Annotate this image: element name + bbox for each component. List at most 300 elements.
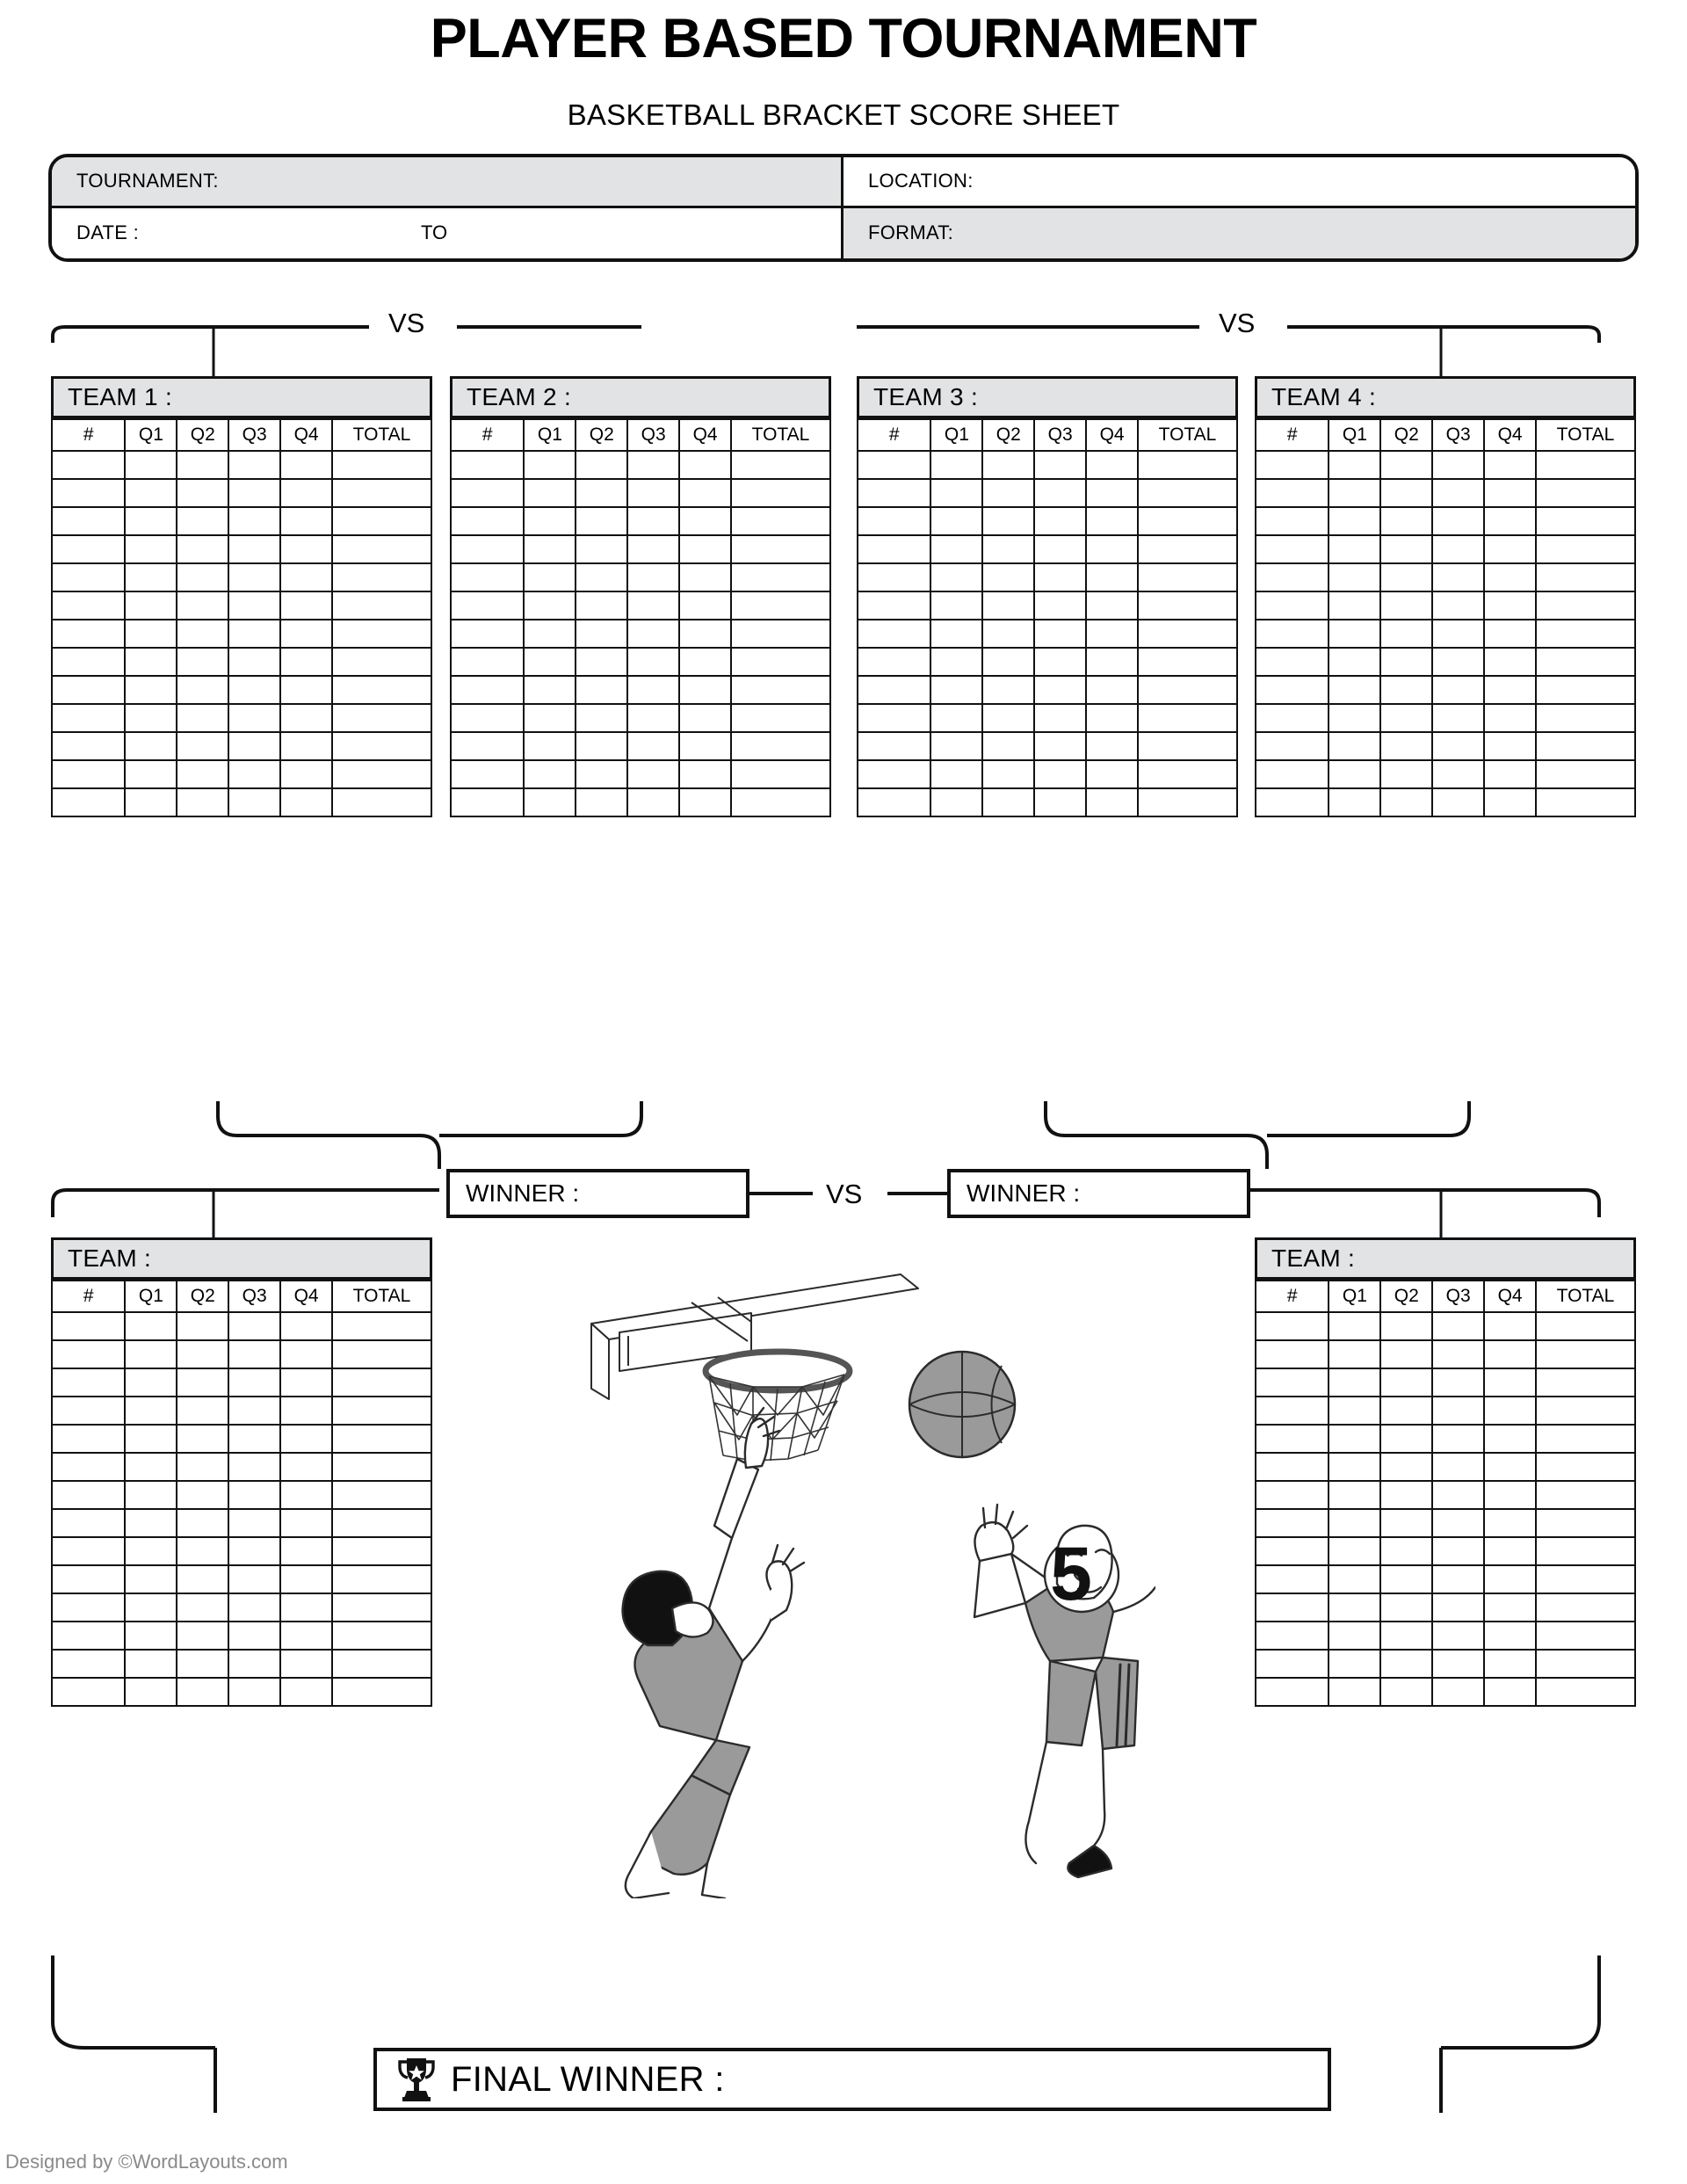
final-winner-field[interactable] xyxy=(373,2048,1331,2111)
score-cell[interactable] xyxy=(1380,788,1432,816)
score-cell[interactable] xyxy=(731,535,830,563)
score-cell[interactable] xyxy=(1484,676,1536,704)
score-cell[interactable] xyxy=(1086,620,1138,648)
score-cell[interactable] xyxy=(1536,563,1635,591)
score-cell[interactable] xyxy=(125,788,177,816)
score-cell[interactable] xyxy=(228,1678,280,1706)
score-cell[interactable] xyxy=(1138,563,1237,591)
score-cell[interactable] xyxy=(1256,591,1329,620)
score-cell[interactable] xyxy=(1034,563,1086,591)
score-cell[interactable] xyxy=(576,760,627,788)
score-cell[interactable] xyxy=(679,760,731,788)
score-cell[interactable] xyxy=(1432,479,1484,507)
score-cell[interactable] xyxy=(982,648,1034,676)
score-cell[interactable] xyxy=(524,451,576,479)
score-cell[interactable] xyxy=(52,1509,125,1537)
score-cell[interactable] xyxy=(1380,451,1432,479)
score-cell[interactable] xyxy=(280,1481,332,1509)
score-cell[interactable] xyxy=(731,648,830,676)
score-cell[interactable] xyxy=(1329,1650,1380,1678)
score-cell[interactable] xyxy=(125,648,177,676)
score-cell[interactable] xyxy=(1536,1622,1635,1650)
score-cell[interactable] xyxy=(1329,535,1380,563)
score-cell[interactable] xyxy=(1432,1481,1484,1509)
score-cell[interactable] xyxy=(177,591,228,620)
score-cell[interactable] xyxy=(731,591,830,620)
score-cell[interactable] xyxy=(1380,1481,1432,1509)
score-cell[interactable] xyxy=(930,732,982,760)
score-cell[interactable] xyxy=(1256,1650,1329,1678)
score-cell[interactable] xyxy=(1086,535,1138,563)
score-cell[interactable] xyxy=(280,1509,332,1537)
score-cell[interactable] xyxy=(1034,507,1086,535)
score-cell[interactable] xyxy=(1536,1537,1635,1565)
score-cell[interactable] xyxy=(52,732,125,760)
score-cell[interactable] xyxy=(177,1622,228,1650)
score-cell[interactable] xyxy=(451,732,524,760)
score-cell[interactable] xyxy=(332,1340,431,1368)
score-cell[interactable] xyxy=(177,1509,228,1537)
score-cell[interactable] xyxy=(524,676,576,704)
score-cell[interactable] xyxy=(679,591,731,620)
score-cell[interactable] xyxy=(1536,1593,1635,1622)
score-cell[interactable] xyxy=(1536,451,1635,479)
score-cell[interactable] xyxy=(576,563,627,591)
score-cell[interactable] xyxy=(627,563,679,591)
score-cell[interactable] xyxy=(280,507,332,535)
score-cell[interactable] xyxy=(1380,479,1432,507)
score-cell[interactable] xyxy=(52,591,125,620)
score-cell[interactable] xyxy=(930,760,982,788)
score-cell[interactable] xyxy=(332,788,431,816)
score-cell[interactable] xyxy=(627,591,679,620)
score-cell[interactable] xyxy=(228,1453,280,1481)
score-cell[interactable] xyxy=(52,704,125,732)
score-cell[interactable] xyxy=(679,704,731,732)
score-cell[interactable] xyxy=(576,732,627,760)
score-cell[interactable] xyxy=(280,1397,332,1425)
score-cell[interactable] xyxy=(1256,1340,1329,1368)
score-cell[interactable] xyxy=(1086,507,1138,535)
score-cell[interactable] xyxy=(1380,1453,1432,1481)
score-cell[interactable] xyxy=(1380,676,1432,704)
score-cell[interactable] xyxy=(1034,479,1086,507)
score-cell[interactable] xyxy=(576,676,627,704)
score-cell[interactable] xyxy=(1432,1650,1484,1678)
score-cell[interactable] xyxy=(982,591,1034,620)
score-cell[interactable] xyxy=(228,479,280,507)
score-cell[interactable] xyxy=(1034,535,1086,563)
score-cell[interactable] xyxy=(679,620,731,648)
score-cell[interactable] xyxy=(52,1453,125,1481)
score-cell[interactable] xyxy=(1432,507,1484,535)
score-cell[interactable] xyxy=(228,507,280,535)
score-cell[interactable] xyxy=(1484,732,1536,760)
score-cell[interactable] xyxy=(731,732,830,760)
score-cell[interactable] xyxy=(228,1509,280,1537)
score-cell[interactable] xyxy=(1484,1537,1536,1565)
score-cell[interactable] xyxy=(125,1565,177,1593)
score-cell[interactable] xyxy=(177,1593,228,1622)
score-cell[interactable] xyxy=(1256,1678,1329,1706)
score-cell[interactable] xyxy=(1256,1397,1329,1425)
score-cell[interactable] xyxy=(177,1678,228,1706)
score-cell[interactable] xyxy=(731,788,830,816)
score-cell[interactable] xyxy=(280,1368,332,1397)
score-cell[interactable] xyxy=(982,676,1034,704)
score-cell[interactable] xyxy=(982,732,1034,760)
score-cell[interactable] xyxy=(451,704,524,732)
score-cell[interactable] xyxy=(1432,704,1484,732)
score-cell[interactable] xyxy=(858,591,930,620)
score-cell[interactable] xyxy=(1432,451,1484,479)
score-cell[interactable] xyxy=(1329,620,1380,648)
score-cell[interactable] xyxy=(1432,1565,1484,1593)
score-cell[interactable] xyxy=(679,732,731,760)
score-cell[interactable] xyxy=(1329,704,1380,732)
score-cell[interactable] xyxy=(52,1481,125,1509)
score-cell[interactable] xyxy=(1256,788,1329,816)
score-cell[interactable] xyxy=(524,507,576,535)
score-cell[interactable] xyxy=(1484,1453,1536,1481)
score-cell[interactable] xyxy=(858,732,930,760)
score-cell[interactable] xyxy=(332,760,431,788)
score-cell[interactable] xyxy=(125,507,177,535)
score-cell[interactable] xyxy=(627,704,679,732)
score-cell[interactable] xyxy=(1256,1312,1329,1340)
final-left-team-name-field[interactable]: TEAM : xyxy=(51,1237,432,1280)
score-cell[interactable] xyxy=(177,535,228,563)
score-cell[interactable] xyxy=(1536,760,1635,788)
score-cell[interactable] xyxy=(576,591,627,620)
score-cell[interactable] xyxy=(1432,1678,1484,1706)
score-cell[interactable] xyxy=(52,1593,125,1622)
score-cell[interactable] xyxy=(524,479,576,507)
score-cell[interactable] xyxy=(332,1565,431,1593)
score-cell[interactable] xyxy=(125,1453,177,1481)
score-cell[interactable] xyxy=(1086,788,1138,816)
score-cell[interactable] xyxy=(627,620,679,648)
score-cell[interactable] xyxy=(52,760,125,788)
score-cell[interactable] xyxy=(1138,704,1237,732)
score-cell[interactable] xyxy=(1380,620,1432,648)
score-cell[interactable] xyxy=(930,704,982,732)
score-cell[interactable] xyxy=(332,1678,431,1706)
score-cell[interactable] xyxy=(1536,507,1635,535)
score-cell[interactable] xyxy=(125,591,177,620)
score-cell[interactable] xyxy=(1432,732,1484,760)
score-cell[interactable] xyxy=(125,760,177,788)
score-cell[interactable] xyxy=(1432,563,1484,591)
score-cell[interactable] xyxy=(177,732,228,760)
score-cell[interactable] xyxy=(1138,507,1237,535)
score-cell[interactable] xyxy=(280,563,332,591)
score-cell[interactable] xyxy=(228,1397,280,1425)
score-cell[interactable] xyxy=(125,1537,177,1565)
score-cell[interactable] xyxy=(1484,507,1536,535)
score-cell[interactable] xyxy=(125,704,177,732)
score-cell[interactable] xyxy=(125,535,177,563)
score-cell[interactable] xyxy=(1329,788,1380,816)
score-cell[interactable] xyxy=(679,788,731,816)
score-cell[interactable] xyxy=(1329,1312,1380,1340)
score-cell[interactable] xyxy=(982,563,1034,591)
score-cell[interactable] xyxy=(228,1622,280,1650)
score-cell[interactable] xyxy=(1034,760,1086,788)
score-cell[interactable] xyxy=(930,451,982,479)
score-cell[interactable] xyxy=(451,563,524,591)
score-cell[interactable] xyxy=(1086,732,1138,760)
score-cell[interactable] xyxy=(1256,1453,1329,1481)
score-cell[interactable] xyxy=(228,760,280,788)
score-cell[interactable] xyxy=(1484,620,1536,648)
score-cell[interactable] xyxy=(1432,788,1484,816)
score-cell[interactable] xyxy=(280,704,332,732)
score-cell[interactable] xyxy=(177,1481,228,1509)
score-cell[interactable] xyxy=(1329,1425,1380,1453)
score-cell[interactable] xyxy=(1034,620,1086,648)
score-cell[interactable] xyxy=(858,451,930,479)
score-cell[interactable] xyxy=(1256,1509,1329,1537)
score-cell[interactable] xyxy=(177,1453,228,1481)
score-cell[interactable] xyxy=(332,648,431,676)
score-cell[interactable] xyxy=(1536,1678,1635,1706)
score-cell[interactable] xyxy=(125,1481,177,1509)
score-cell[interactable] xyxy=(177,676,228,704)
score-cell[interactable] xyxy=(332,1593,431,1622)
score-cell[interactable] xyxy=(1484,788,1536,816)
score-cell[interactable] xyxy=(280,1453,332,1481)
score-cell[interactable] xyxy=(858,535,930,563)
score-cell[interactable] xyxy=(332,563,431,591)
score-cell[interactable] xyxy=(52,535,125,563)
score-cell[interactable] xyxy=(1484,1650,1536,1678)
score-cell[interactable] xyxy=(52,1312,125,1340)
score-cell[interactable] xyxy=(332,704,431,732)
score-cell[interactable] xyxy=(125,620,177,648)
score-cell[interactable] xyxy=(1329,1537,1380,1565)
score-cell[interactable] xyxy=(52,451,125,479)
score-cell[interactable] xyxy=(1256,732,1329,760)
score-cell[interactable] xyxy=(1432,620,1484,648)
score-cell[interactable] xyxy=(1432,1453,1484,1481)
score-cell[interactable] xyxy=(280,535,332,563)
score-cell[interactable] xyxy=(858,507,930,535)
score-cell[interactable] xyxy=(679,451,731,479)
score-cell[interactable] xyxy=(1432,648,1484,676)
score-cell[interactable] xyxy=(524,648,576,676)
score-cell[interactable] xyxy=(1329,676,1380,704)
score-cell[interactable] xyxy=(1380,1509,1432,1537)
score-cell[interactable] xyxy=(1086,648,1138,676)
score-cell[interactable] xyxy=(1086,704,1138,732)
score-cell[interactable] xyxy=(280,1340,332,1368)
score-cell[interactable] xyxy=(1484,1622,1536,1650)
score-cell[interactable] xyxy=(177,1368,228,1397)
score-cell[interactable] xyxy=(52,648,125,676)
score-cell[interactable] xyxy=(731,704,830,732)
score-cell[interactable] xyxy=(627,451,679,479)
score-cell[interactable] xyxy=(52,479,125,507)
score-cell[interactable] xyxy=(1536,1312,1635,1340)
score-cell[interactable] xyxy=(1484,704,1536,732)
score-cell[interactable] xyxy=(1256,563,1329,591)
score-cell[interactable] xyxy=(451,676,524,704)
score-cell[interactable] xyxy=(1329,1509,1380,1537)
score-cell[interactable] xyxy=(1380,1368,1432,1397)
score-cell[interactable] xyxy=(1329,1368,1380,1397)
score-cell[interactable] xyxy=(1329,1397,1380,1425)
score-cell[interactable] xyxy=(1432,676,1484,704)
score-cell[interactable] xyxy=(1380,1312,1432,1340)
score-cell[interactable] xyxy=(228,535,280,563)
score-cell[interactable] xyxy=(280,1312,332,1340)
score-cell[interactable] xyxy=(1256,535,1329,563)
score-cell[interactable] xyxy=(280,591,332,620)
score-cell[interactable] xyxy=(280,479,332,507)
score-cell[interactable] xyxy=(858,704,930,732)
tournament-field[interactable]: TOURNAMENT: xyxy=(52,157,844,208)
score-cell[interactable] xyxy=(982,451,1034,479)
score-cell[interactable] xyxy=(451,451,524,479)
score-cell[interactable] xyxy=(52,1397,125,1425)
score-cell[interactable] xyxy=(332,1537,431,1565)
score-cell[interactable] xyxy=(731,620,830,648)
score-cell[interactable] xyxy=(1484,479,1536,507)
score-cell[interactable] xyxy=(228,732,280,760)
score-cell[interactable] xyxy=(177,704,228,732)
team-3-name-field[interactable]: TEAM 3 : xyxy=(857,376,1238,418)
team-4-name-field[interactable]: TEAM 4 : xyxy=(1255,376,1636,418)
score-cell[interactable] xyxy=(1329,1565,1380,1593)
score-cell[interactable] xyxy=(930,563,982,591)
score-cell[interactable] xyxy=(679,563,731,591)
score-cell[interactable] xyxy=(858,479,930,507)
score-cell[interactable] xyxy=(332,507,431,535)
score-cell[interactable] xyxy=(1138,620,1237,648)
score-cell[interactable] xyxy=(576,451,627,479)
score-cell[interactable] xyxy=(1432,1425,1484,1453)
score-cell[interactable] xyxy=(52,507,125,535)
score-cell[interactable] xyxy=(1536,479,1635,507)
score-cell[interactable] xyxy=(627,479,679,507)
score-cell[interactable] xyxy=(177,1650,228,1678)
score-cell[interactable] xyxy=(1256,1368,1329,1397)
score-cell[interactable] xyxy=(679,479,731,507)
team-2-name-field[interactable]: TEAM 2 : xyxy=(450,376,831,418)
score-cell[interactable] xyxy=(451,535,524,563)
score-cell[interactable] xyxy=(1432,1622,1484,1650)
score-cell[interactable] xyxy=(125,1425,177,1453)
score-cell[interactable] xyxy=(627,676,679,704)
score-cell[interactable] xyxy=(228,1537,280,1565)
score-cell[interactable] xyxy=(332,591,431,620)
score-cell[interactable] xyxy=(52,1537,125,1565)
score-cell[interactable] xyxy=(1484,1397,1536,1425)
score-cell[interactable] xyxy=(1432,1537,1484,1565)
score-cell[interactable] xyxy=(1138,788,1237,816)
score-cell[interactable] xyxy=(125,1593,177,1622)
score-cell[interactable] xyxy=(332,479,431,507)
score-cell[interactable] xyxy=(125,1368,177,1397)
score-cell[interactable] xyxy=(524,535,576,563)
score-cell[interactable] xyxy=(1380,760,1432,788)
score-cell[interactable] xyxy=(332,1453,431,1481)
score-cell[interactable] xyxy=(1329,1340,1380,1368)
score-cell[interactable] xyxy=(576,620,627,648)
score-cell[interactable] xyxy=(930,648,982,676)
score-cell[interactable] xyxy=(1034,676,1086,704)
score-cell[interactable] xyxy=(125,1650,177,1678)
score-cell[interactable] xyxy=(280,788,332,816)
winner-left-field[interactable]: WINNER : xyxy=(446,1169,749,1218)
score-cell[interactable] xyxy=(451,507,524,535)
score-cell[interactable] xyxy=(280,1650,332,1678)
score-cell[interactable] xyxy=(1138,676,1237,704)
score-cell[interactable] xyxy=(228,704,280,732)
score-cell[interactable] xyxy=(177,1397,228,1425)
score-cell[interactable] xyxy=(1536,1368,1635,1397)
score-cell[interactable] xyxy=(1256,1537,1329,1565)
score-cell[interactable] xyxy=(1138,648,1237,676)
score-cell[interactable] xyxy=(1086,563,1138,591)
score-cell[interactable] xyxy=(280,1425,332,1453)
score-cell[interactable] xyxy=(177,648,228,676)
score-cell[interactable] xyxy=(1536,704,1635,732)
score-cell[interactable] xyxy=(332,732,431,760)
score-cell[interactable] xyxy=(1034,451,1086,479)
score-cell[interactable] xyxy=(576,788,627,816)
score-cell[interactable] xyxy=(1536,732,1635,760)
score-cell[interactable] xyxy=(1380,1340,1432,1368)
score-cell[interactable] xyxy=(52,676,125,704)
score-cell[interactable] xyxy=(1329,1622,1380,1650)
score-cell[interactable] xyxy=(332,1312,431,1340)
score-cell[interactable] xyxy=(930,620,982,648)
score-cell[interactable] xyxy=(1329,1453,1380,1481)
score-cell[interactable] xyxy=(1380,1425,1432,1453)
score-cell[interactable] xyxy=(1138,732,1237,760)
score-cell[interactable] xyxy=(1329,1678,1380,1706)
score-cell[interactable] xyxy=(228,1593,280,1622)
score-cell[interactable] xyxy=(280,1593,332,1622)
score-cell[interactable] xyxy=(332,1397,431,1425)
score-cell[interactable] xyxy=(1380,1622,1432,1650)
score-cell[interactable] xyxy=(627,507,679,535)
score-cell[interactable] xyxy=(177,1340,228,1368)
score-cell[interactable] xyxy=(1329,760,1380,788)
score-cell[interactable] xyxy=(1536,648,1635,676)
score-cell[interactable] xyxy=(177,1537,228,1565)
score-cell[interactable] xyxy=(858,676,930,704)
score-cell[interactable] xyxy=(1536,1481,1635,1509)
score-cell[interactable] xyxy=(1484,1340,1536,1368)
score-cell[interactable] xyxy=(451,788,524,816)
score-cell[interactable] xyxy=(177,451,228,479)
score-cell[interactable] xyxy=(982,760,1034,788)
score-cell[interactable] xyxy=(1138,479,1237,507)
score-cell[interactable] xyxy=(930,535,982,563)
score-cell[interactable] xyxy=(52,788,125,816)
score-cell[interactable] xyxy=(280,1622,332,1650)
score-cell[interactable] xyxy=(627,535,679,563)
score-cell[interactable] xyxy=(982,788,1034,816)
score-cell[interactable] xyxy=(332,676,431,704)
score-cell[interactable] xyxy=(1138,591,1237,620)
score-cell[interactable] xyxy=(1432,1593,1484,1622)
score-cell[interactable] xyxy=(332,535,431,563)
score-cell[interactable] xyxy=(1256,1565,1329,1593)
